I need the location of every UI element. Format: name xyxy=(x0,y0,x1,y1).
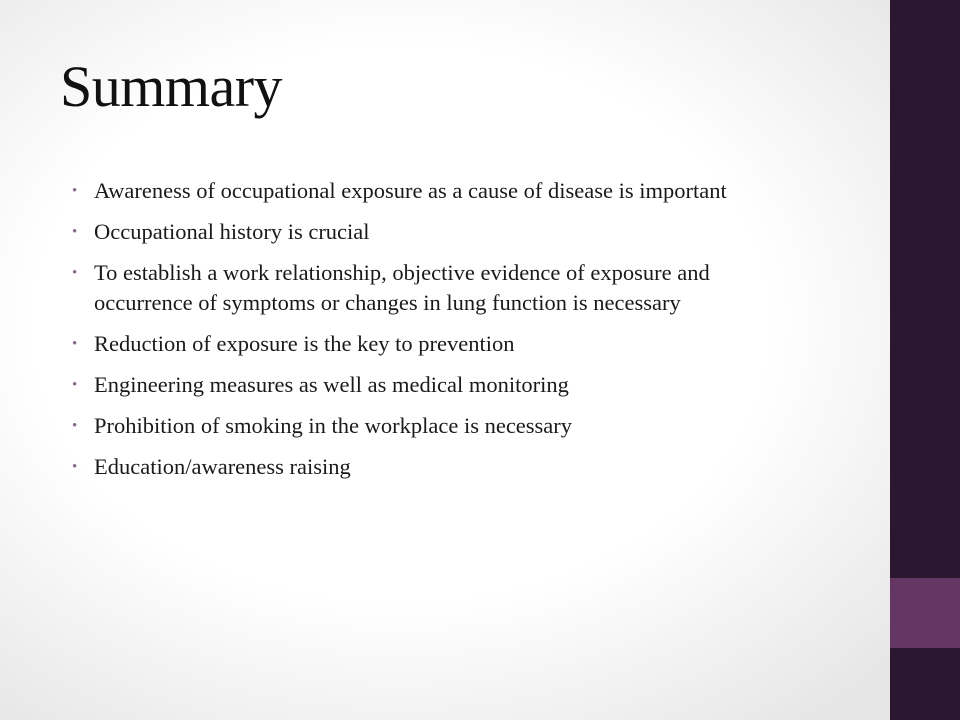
bullet-dot-icon: • xyxy=(72,377,78,393)
bullet-dot-icon: • xyxy=(72,224,78,240)
bullet-dot-icon: • xyxy=(72,459,78,475)
bullet-item xyxy=(70,370,800,400)
bullet-text: Prohibition of smoking in the workplace is necessary xyxy=(94,413,573,438)
bullet-dot-icon: • xyxy=(72,183,78,199)
bullet-item xyxy=(70,258,800,318)
bullet-list xyxy=(70,176,800,493)
bullet-item xyxy=(70,217,800,247)
bullet-text: Reduction of exposure is the key to prevention xyxy=(94,331,515,356)
bullet-dot-icon: • xyxy=(72,418,78,434)
bullet-text: Occupational history is crucial xyxy=(94,219,370,244)
bullet-dot-icon: • xyxy=(72,265,78,281)
bullet-item xyxy=(70,452,800,482)
bullet-text: Awareness of occupational exposure as a cause of disease is important xyxy=(94,178,727,203)
bullet-text: To establish a work relationship, objective evidence of exposure and occurrence of symptoms or changes in lung function is necessary xyxy=(94,260,710,315)
bullet-text: Education/awareness raising xyxy=(94,454,351,479)
bullet-dot-icon: • xyxy=(72,336,78,352)
bullet-item xyxy=(70,329,800,359)
bullet-item xyxy=(70,176,800,206)
bullet-text: Engineering measures as well as medical monitoring xyxy=(94,372,569,397)
decorative-sidebar-accent xyxy=(890,578,960,648)
slide-title: Summary xyxy=(60,54,283,119)
bullet-item xyxy=(70,411,800,441)
